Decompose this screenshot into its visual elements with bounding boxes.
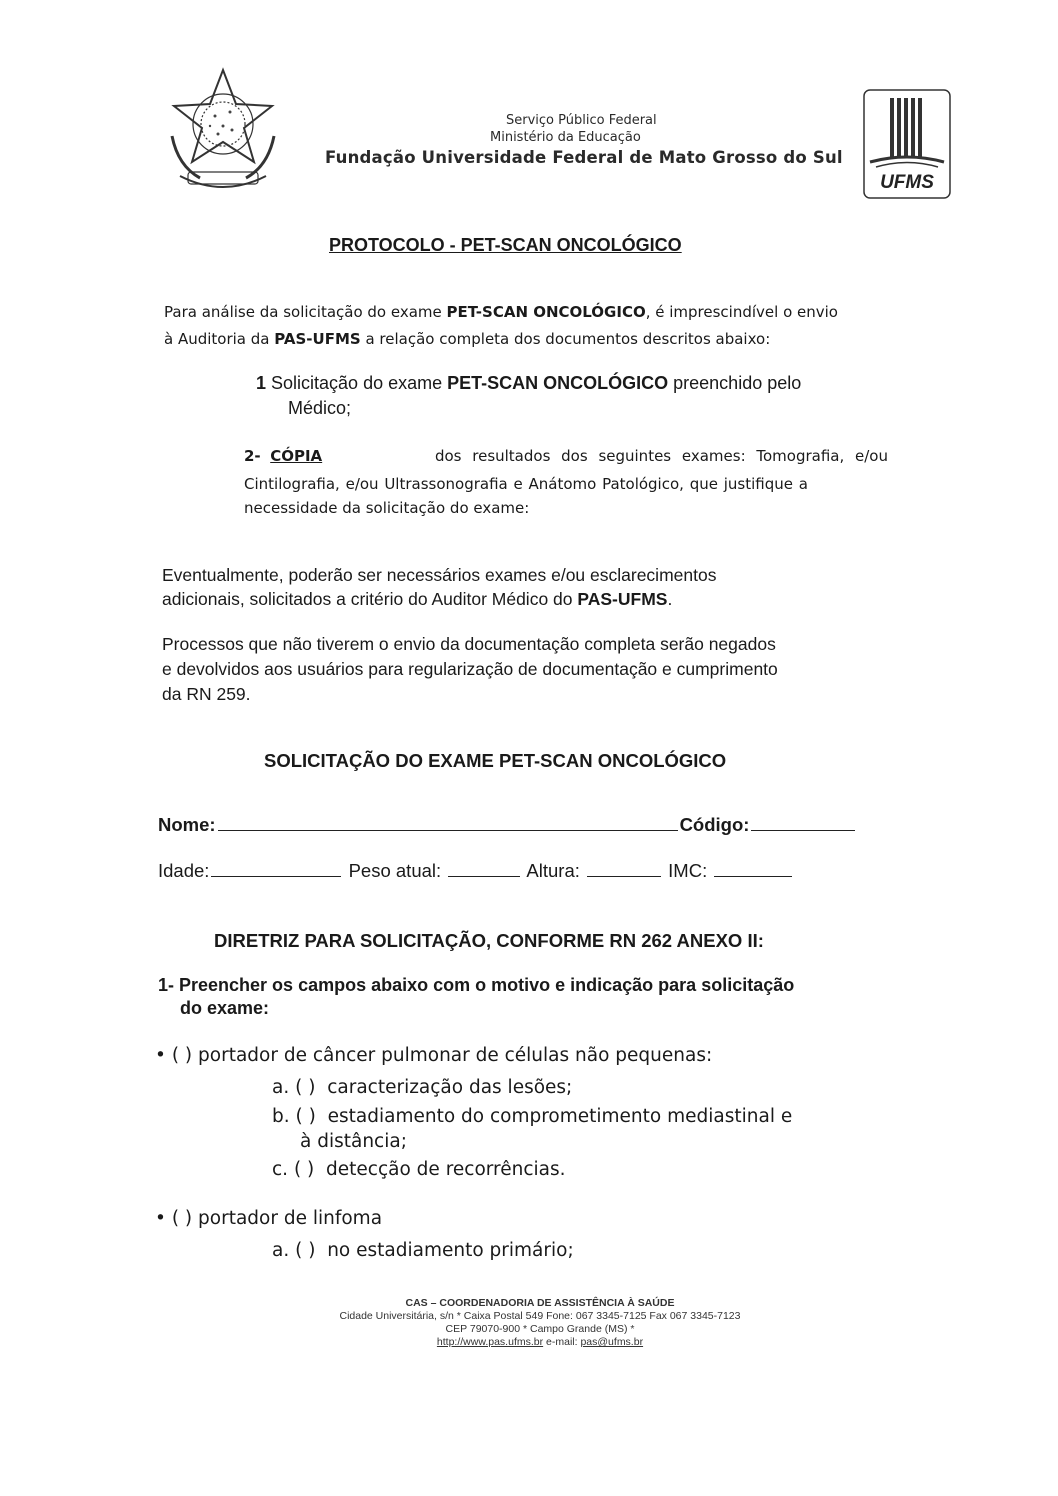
instruction-line-1: 1- Preencher os campos abaixo com o motivo e indicação para solicitação — [158, 975, 795, 995]
idade-label: Idade: — [158, 860, 210, 881]
header-line-2: Ministério da Educação — [490, 130, 641, 145]
item-2-copia: CÓPIA — [270, 447, 323, 465]
option-letter: b. — [272, 1106, 290, 1127]
group-1-checkbox[interactable]: ( ) — [171, 1045, 193, 1066]
option-checkbox[interactable]: ( ) — [293, 1159, 315, 1180]
option-text: no estadiamento primário; — [327, 1240, 574, 1261]
peso-field[interactable] — [448, 875, 520, 877]
paragraph-1-end: . — [667, 589, 673, 609]
header-line-1: Serviço Público Federal — [506, 113, 657, 128]
imc-label: IMC: — [668, 860, 708, 881]
paragraph-1-line-2 — [162, 589, 672, 610]
option-text: caracterização das lesões; — [327, 1077, 573, 1098]
idade-field[interactable] — [211, 875, 341, 877]
intro-bold-1: PET-SCAN ONCOLÓGICO — [446, 303, 646, 321]
page-title: PROTOCOLO - PET-SCAN ONCOLÓGICO — [329, 235, 682, 255]
paragraph-1-bold: PAS-UFMS — [577, 589, 668, 609]
paragraph-2-line-2: e devolvidos aos usuários para regularização de documentação e cumprimento — [162, 659, 778, 679]
header-institution: Fundação Universidade Federal de Mato Grosso do Sul — [325, 148, 843, 167]
option-checkbox[interactable]: ( ) — [295, 1077, 316, 1098]
option-letter: a. — [272, 1240, 290, 1261]
paragraph-2-line-1: Processos que não tiverem o envio da documentação completa serão negados — [162, 634, 776, 654]
item-2-number: 2- — [244, 447, 261, 465]
intro-text-3: à Auditoria da — [164, 330, 275, 348]
diretriz-title: DIRETRIZ PARA SOLICITAÇÃO, CONFORME RN 262 ANEXO II: — [214, 930, 764, 951]
footer — [250, 1297, 830, 1349]
intro-text-4: a relação completa dos documentos descritos abaixo: — [360, 330, 771, 348]
instruction-line-2: do exame: — [180, 998, 270, 1018]
group-2-header — [155, 1208, 382, 1229]
group-2-option-a — [272, 1240, 574, 1261]
footer-org: CAS – COORDENADORIA DE ASSISTÊNCIA À SAÚDE — [405, 1297, 675, 1309]
footer-address: Cidade Universitária, s/n * Caixa Postal 549 Fone: 067 3345-7125 Fax 067 3345-7123 — [339, 1310, 741, 1322]
group-1-option-b-continuation: à distância; — [300, 1131, 407, 1152]
altura-label: Altura: — [526, 860, 580, 881]
option-checkbox[interactable]: ( ) — [295, 1106, 316, 1127]
item-1-line-2: Médico; — [288, 398, 352, 418]
altura-field[interactable] — [587, 875, 661, 877]
paragraph-2-line-3: da RN 259. — [162, 684, 251, 704]
intro-text-2: , é imprescindível o envio — [645, 303, 838, 321]
item-2-line-3: necessidade da solicitação do exame: — [244, 499, 530, 517]
item-1-text-1: Solicitação do exame — [266, 373, 448, 393]
codigo-label: Código: — [679, 814, 750, 835]
footer-url-link[interactable]: http://www.pas.ufms.br — [436, 1336, 544, 1348]
item-1-text-2: preenchido pelo — [668, 373, 802, 393]
option-text: detecção de recorrências. — [326, 1159, 566, 1180]
option-letter: c. — [272, 1159, 289, 1180]
coat-of-arms-seal — [160, 66, 286, 198]
group-1-header — [155, 1045, 712, 1066]
footer-email-label: e-mail: — [543, 1336, 581, 1348]
option-letter: a. — [272, 1077, 290, 1098]
form-row-2 — [158, 860, 794, 882]
item-2-line-2: Cintilografia, e/ou Ultrassonografia e Anátomo Patológico, que justifique a — [244, 475, 808, 493]
footer-cep: CEP 79070-900 * Campo Grande (MS) * — [445, 1323, 635, 1335]
item-2-text-1: dos resultados dos seguintes exames: Tomografia, e/ou — [434, 447, 888, 465]
nome-label: Nome: — [158, 814, 216, 835]
group-2-label: portador de linfoma — [198, 1208, 383, 1229]
item-1-number: 1 — [256, 373, 267, 393]
bullet-icon: • — [155, 1045, 166, 1066]
imc-field[interactable] — [714, 875, 792, 877]
nome-field[interactable] — [218, 829, 678, 831]
intro-line-2 — [164, 330, 770, 348]
codigo-field[interactable] — [751, 829, 855, 831]
bullet-icon: • — [155, 1208, 166, 1229]
item-1-bold: PET-SCAN ONCOLÓGICO — [447, 373, 669, 393]
form-row-1 — [158, 814, 857, 836]
item-1-line-1 — [256, 373, 801, 394]
option-checkbox[interactable]: ( ) — [295, 1240, 316, 1261]
ufms-logo — [862, 88, 952, 200]
item-2-line-1 — [244, 447, 888, 465]
footer-email-link[interactable]: pas@ufms.br — [580, 1336, 644, 1348]
option-text: estadiamento do comprometimento mediastinal e — [327, 1106, 793, 1127]
group-1-option-c — [272, 1159, 566, 1180]
intro-bold-2: PAS-UFMS — [274, 330, 361, 348]
ufms-logo-text: UFMS — [880, 172, 934, 193]
section-title: SOLICITAÇÃO DO EXAME PET-SCAN ONCOLÓGICO — [264, 750, 727, 771]
peso-label: Peso atual: — [348, 860, 442, 881]
paragraph-1-text: adicionais, solicitados a critério do Auditor Médico do — [162, 589, 578, 609]
intro-line-1 — [164, 303, 838, 321]
paragraph-1-line-1: Eventualmente, poderão ser necessários exames e/ou esclarecimentos — [162, 565, 717, 585]
group-2-checkbox[interactable]: ( ) — [171, 1208, 193, 1229]
intro-text-1: Para análise da solicitação do exame — [164, 303, 447, 321]
group-1-option-a — [272, 1077, 572, 1098]
group-1-option-b — [272, 1106, 792, 1127]
group-1-label: portador de câncer pulmonar de células não pequenas: — [198, 1045, 713, 1066]
footer-contact — [250, 1336, 830, 1349]
